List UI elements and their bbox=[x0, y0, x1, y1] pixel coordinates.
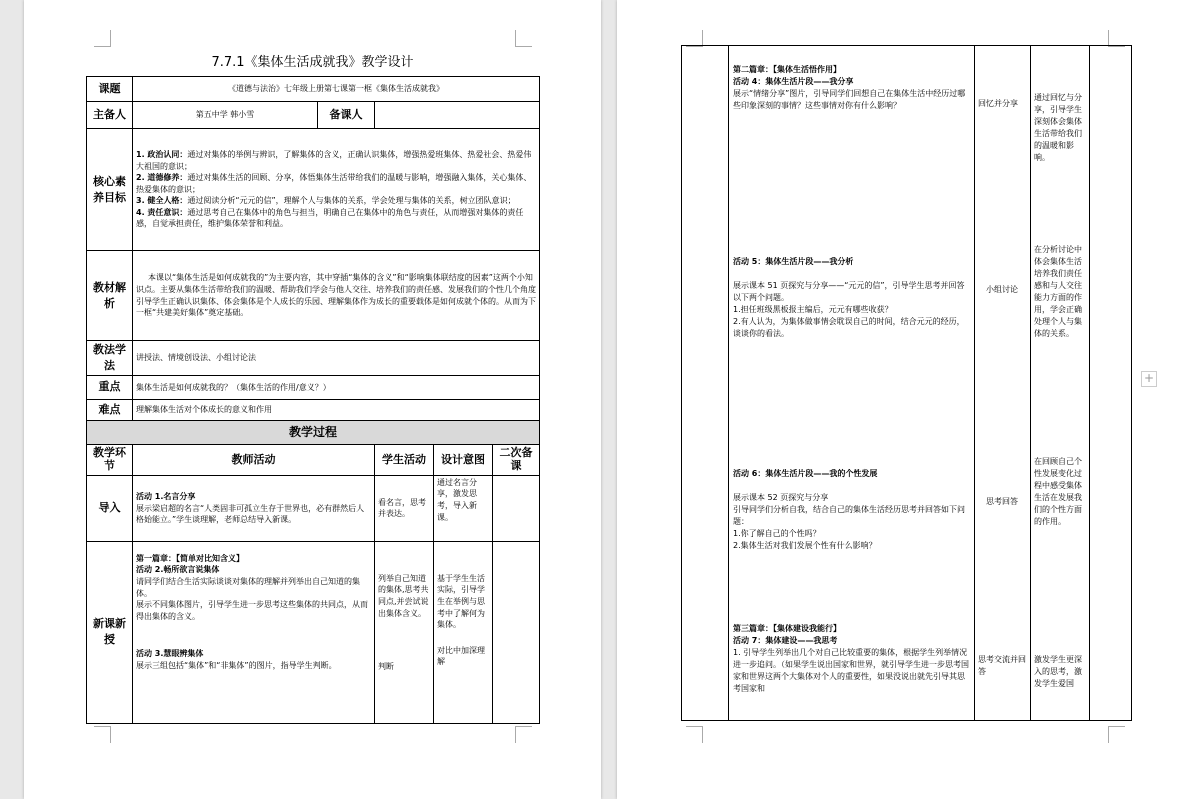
author-label: 主备人 bbox=[87, 102, 133, 129]
goal-item: 2. 道德修养：通过对集体生活的回顾、分享，体悟集体生活带给我们的温暖与影响，增强融入集体，关心集体、热爱集体的意识； bbox=[136, 173, 532, 194]
co-author-label: 备课人 bbox=[318, 102, 375, 129]
document-title: 7.7.1《集体生活成就我》教学设计 bbox=[211, 55, 414, 70]
document-page-2 bbox=[617, 0, 1192, 799]
goal-item: 1. 政治认同：通过对集体的举例与辨识，了解集体的含义，正确认识集体，增强热爱班集体、热爱社会、热爱伟大祖国的意识； bbox=[136, 149, 532, 171]
goal-item: 3. 健全人格：通过阅读分析“元元的信”，理解个人与集体的关系，学会处理与集体的关系，树立团队意识； bbox=[136, 196, 516, 206]
goals-label: 核心素养目标 bbox=[87, 129, 133, 251]
key-point-value: 集体生活是如何成就我的？（集体生活的作用/意义？） bbox=[133, 375, 540, 399]
student-activity: 思考回答 bbox=[986, 497, 1018, 506]
goal-item: 4. 责任意识：通过思考自己在集体中的角色与担当，明确自己在集体中的角色与责任，从而增强对集体的责任感，自觉承担责任，维护集体荣誉和利益。 bbox=[136, 207, 524, 229]
activity-block: 第三篇章：【集体建设我能行】 活动 7：集体建设——我思考 1. 引导学生列举出几个对自己比较重要的集体，根据学生列举情况进一步追问。（如果学生说出国家和世界，就引导学生进一步思考国家和世界这两个大集体对个人的重要性，如果没说出就先引导其思考国家和 bbox=[733, 624, 969, 693]
author-value: 第五中学 韩小雪 bbox=[133, 102, 318, 129]
lesson-plan-table bbox=[86, 76, 540, 724]
process-heading: 教学过程 bbox=[87, 420, 540, 444]
design-intent: 激发学生更深入的思考，激发学生爱国 bbox=[1034, 655, 1082, 688]
col-second-prep: 二次备课 bbox=[493, 444, 540, 475]
document-page-1 bbox=[24, 0, 601, 799]
method-label: 教法学法 bbox=[87, 341, 133, 376]
intro-second-prep bbox=[493, 475, 540, 541]
continued-process-table bbox=[681, 45, 1132, 721]
goals-list bbox=[133, 129, 540, 251]
crop-mark bbox=[94, 726, 111, 743]
difficulty-value: 理解集体生活对个体成长的意义和作用 bbox=[133, 399, 540, 420]
crop-mark bbox=[686, 726, 703, 743]
key-point-label: 重点 bbox=[87, 375, 133, 399]
crop-mark bbox=[94, 30, 111, 47]
new-lesson-teacher-activity: 第一篇章：【简单对比知含义】 活动 2.畅所欲言说集体 请同学们结合生活实际谈谈对集体的理解并列举出自己知道的集体。 展示不同集体图片，引导学生进一步思考这些集体的共同点，从而得出集体的含义。 活动 3.慧眼辨集体 展示三组包括“集体”和“非集体”的图片，指导学生判断。 bbox=[133, 541, 375, 723]
new-lesson-intent: 基于学生生活实际，引导学生在举例与思考中了解何为集体。 对比中加深理解 bbox=[434, 541, 493, 723]
method-value: 讲授法、情境创设法、小组讨论法 bbox=[133, 341, 540, 376]
activity-block: 第二篇章：【集体生活悟作用】 活动 4：集体生活片段——我分享 展示“情绪分享”图片，引导同学们回想自己在集体生活中经历过哪些印象深刻的事情？这些事情对你有什么影响？ bbox=[733, 65, 966, 110]
new-lesson-student-activity: 列举自己知道的集体,思考共同点,并尝试说出集体含义。 判断 bbox=[375, 541, 434, 723]
new-lesson-stage: 新课新授 bbox=[87, 541, 133, 723]
intro-student-activity: 看名言，思考并表达。 bbox=[375, 475, 434, 541]
crop-mark bbox=[515, 30, 532, 47]
topic-value: 《道德与法治》七年级上册第七课第一框《集体生活成就我》 bbox=[133, 77, 540, 102]
difficulty-label: 难点 bbox=[87, 399, 133, 420]
student-activity: 回忆并分享 bbox=[978, 99, 1018, 108]
co-author-value bbox=[375, 102, 540, 129]
activity-block: 活动 6：集体生活片段——我的个性发展 展示课本 52 页探究与分享 引导同学们分析自我，结合自己的集体生活经历思考并回答如下问题： 1.你了解自己的个性吗？ 2.集体生活对我们发展个性有什么影响？ bbox=[733, 469, 965, 550]
design-intent: 在分析讨论中体会集体生活培养我们责任感和与人交往能力方面的作用，学会正确处理个人与集体的关系。 bbox=[1034, 245, 1082, 338]
add-icon[interactable]: + bbox=[1141, 371, 1157, 387]
intro-stage: 导入 bbox=[87, 475, 133, 541]
design-intent: 通过回忆与分享，引导学生深刻体会集体生活带给我们的温暖和影响。 bbox=[1034, 93, 1082, 162]
design-intent: 在回顾自己个性发展变化过程中感受集体生活在发展我们的个性方面的作用。 bbox=[1034, 457, 1082, 526]
student-activity: 思考交流并回答 bbox=[978, 655, 1026, 676]
material-label: 教材解析 bbox=[87, 251, 133, 341]
col-intent: 设计意图 bbox=[434, 444, 493, 475]
col-student: 学生活动 bbox=[375, 444, 434, 475]
new-lesson-second-prep bbox=[493, 541, 540, 723]
topic-label: 课题 bbox=[87, 77, 133, 102]
crop-mark bbox=[515, 726, 532, 743]
activity-block: 活动 5：集体生活片段——我分析 展示课本 51 页探究与分享——“元元的信”，引导学生思考并回答以下两个问题。 1.担任班级黑板报主编后，元元有哪些收获？ 2.有人认为，为集体做事情会耽误自己的时间，结合元元的经历，谈谈你的看法。 bbox=[733, 257, 965, 338]
student-activity: 小组讨论 bbox=[986, 285, 1018, 294]
crop-mark bbox=[1108, 726, 1125, 743]
material-text: 本课以“集体生活是如何成就我的”为主要内容，其中穿插“集体的含义”和“影响集体联结度的因素”这两个小知识点。主要从集体生活带给我们的温暖、帮助我们学会与他人交往、培养我们的责任感、发展我们的个性几个角度引导学生正确认识集体、体会集体是个人成长的乐园、理解集体作为成长的重要载体是如何成就个体的。从而为下一框“共建美好集体”奠定基础。 bbox=[133, 251, 540, 341]
intro-teacher-activity: 活动 1.名言分享 展示梁启超的名言“人类固非可孤立生存于世界也，必有群然后人格始能立。”学生谈理解，老师总结导入新课。 bbox=[133, 475, 375, 541]
col-teacher: 教师活动 bbox=[133, 444, 375, 475]
intro-intent: 通过名言分享，激发思考，导入新课。 bbox=[434, 475, 493, 541]
col-stage: 教学环节 bbox=[87, 444, 133, 475]
